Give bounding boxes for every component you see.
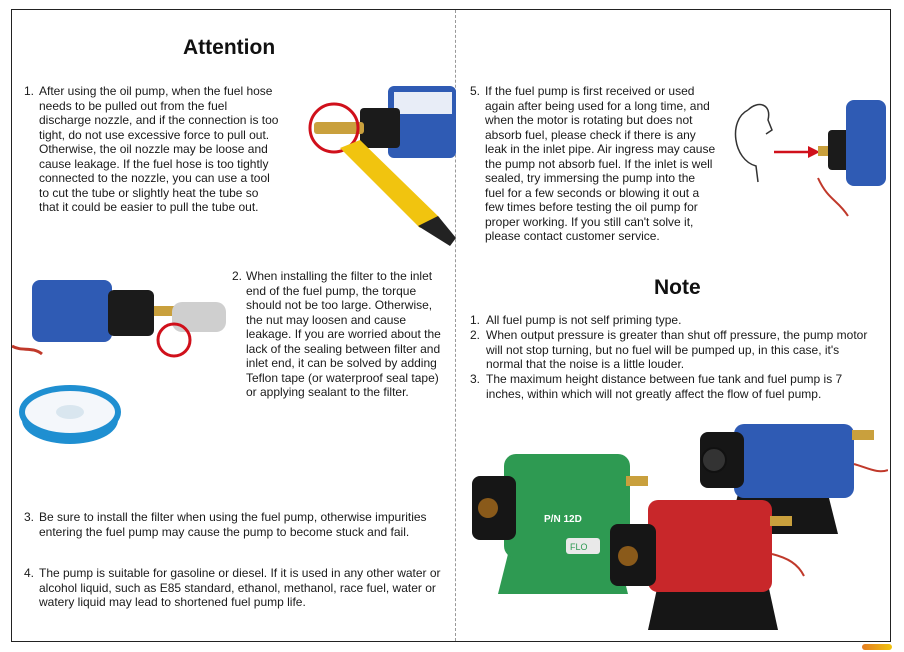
item-text: The maximum height distance between fue tank and fuel pump is 7 inches, within which will not greatly affect the flow of fuel pump. [486, 372, 843, 401]
item-number: 3. [24, 510, 35, 524]
pn-label: P/N 12D [544, 514, 582, 525]
pump-body [32, 280, 112, 342]
item-text: If the fuel pump is first received or used again after being used for a long time, and when the motor is rotating but does not absorb fuel, please check if there is any leak in the inlet pipe. Air ingress may cause the pump not absorb fuel. If the inlet is well sealed, try immersing the pump into the fuel for a few seconds or blowing it out a few times before testing the oil pump for proper working. If you still can't solve it, please contact customer service. [485, 84, 716, 243]
item-number: 1. [24, 84, 35, 98]
pump-nozzle-cut-photo [300, 78, 456, 248]
red-circle-highlight [158, 324, 190, 356]
item-text: Be sure to install the filter when using the fuel pump, otherwise impurities entering the fuel pump may cause the pump to become stuck and fail. [39, 510, 427, 539]
item-number: 3. [470, 372, 481, 386]
item-number: 5. [470, 84, 481, 98]
note-item-2 [470, 328, 870, 372]
flo-label: FLO [570, 542, 588, 552]
note-heading: Note [654, 276, 701, 299]
wire [818, 178, 848, 216]
three-fuel-pumps-photo [468, 404, 888, 640]
attention-item-5 [470, 84, 720, 244]
item-number: 1. [470, 313, 481, 327]
note-item-3 [470, 372, 870, 401]
attention-heading: Attention [183, 36, 276, 59]
filter [172, 302, 226, 332]
pump-body [846, 100, 886, 186]
note-item-1 [470, 313, 870, 328]
pump-end-cap [360, 108, 400, 148]
wire [12, 346, 42, 354]
item-number: 2. [232, 269, 243, 283]
item-text: When output pressure is greater than shut off pressure, the pump motor will not stop turning, but no fuel will be pumped up, in this case, it's normal that the noise is a little louder. [486, 328, 868, 371]
blowing-into-pump-illustration [728, 90, 886, 222]
person-blowing-sketch [736, 110, 758, 182]
pump-end-cap [108, 290, 154, 336]
item-text: All fuel pump is not self priming type. [486, 313, 682, 327]
item-text: When installing the filter to the inlet end of the fuel pump, the torque should not be too large. Otherwise, the nut may loosen and cause leakage. If you are worried about the lack of the sealing between filter and inlet end, it can be solved by adding Teflon tape (or waterproof seal tape) or applying sealant to the filter. [246, 269, 441, 399]
item-number: 2. [470, 328, 481, 342]
attention-item-2 [232, 269, 447, 400]
pump-filter-teflon-photo [12, 262, 230, 448]
brand-logo-icon [862, 644, 892, 650]
attention-item-4 [24, 566, 452, 610]
pump-label [394, 92, 452, 114]
item-text: The pump is suitable for gasoline or diesel. If it is used in any other water or alcohol liquid, such as E85 standard, ethanol, methanol, race fuel, water or watery liquid may lead to shortened fuel pump life. [39, 566, 441, 609]
red-fuel-pump [610, 500, 804, 630]
attention-item-3 [24, 510, 452, 539]
attention-item-1 [24, 84, 284, 215]
item-number: 4. [24, 566, 35, 580]
item-text: After using the oil pump, when the fuel hose needs to be pulled out from the fuel discharge nozzle, and if the connection is too tight, do not use excessive force to pull out. Otherwise, the oil nozzle may be loose and cause leakage. If the fuel hose is too tightly connected to the nozzle, you can use a tool to cut the tube or slightly heat the tube so that it could be easier to pull the tube out. [39, 84, 279, 214]
